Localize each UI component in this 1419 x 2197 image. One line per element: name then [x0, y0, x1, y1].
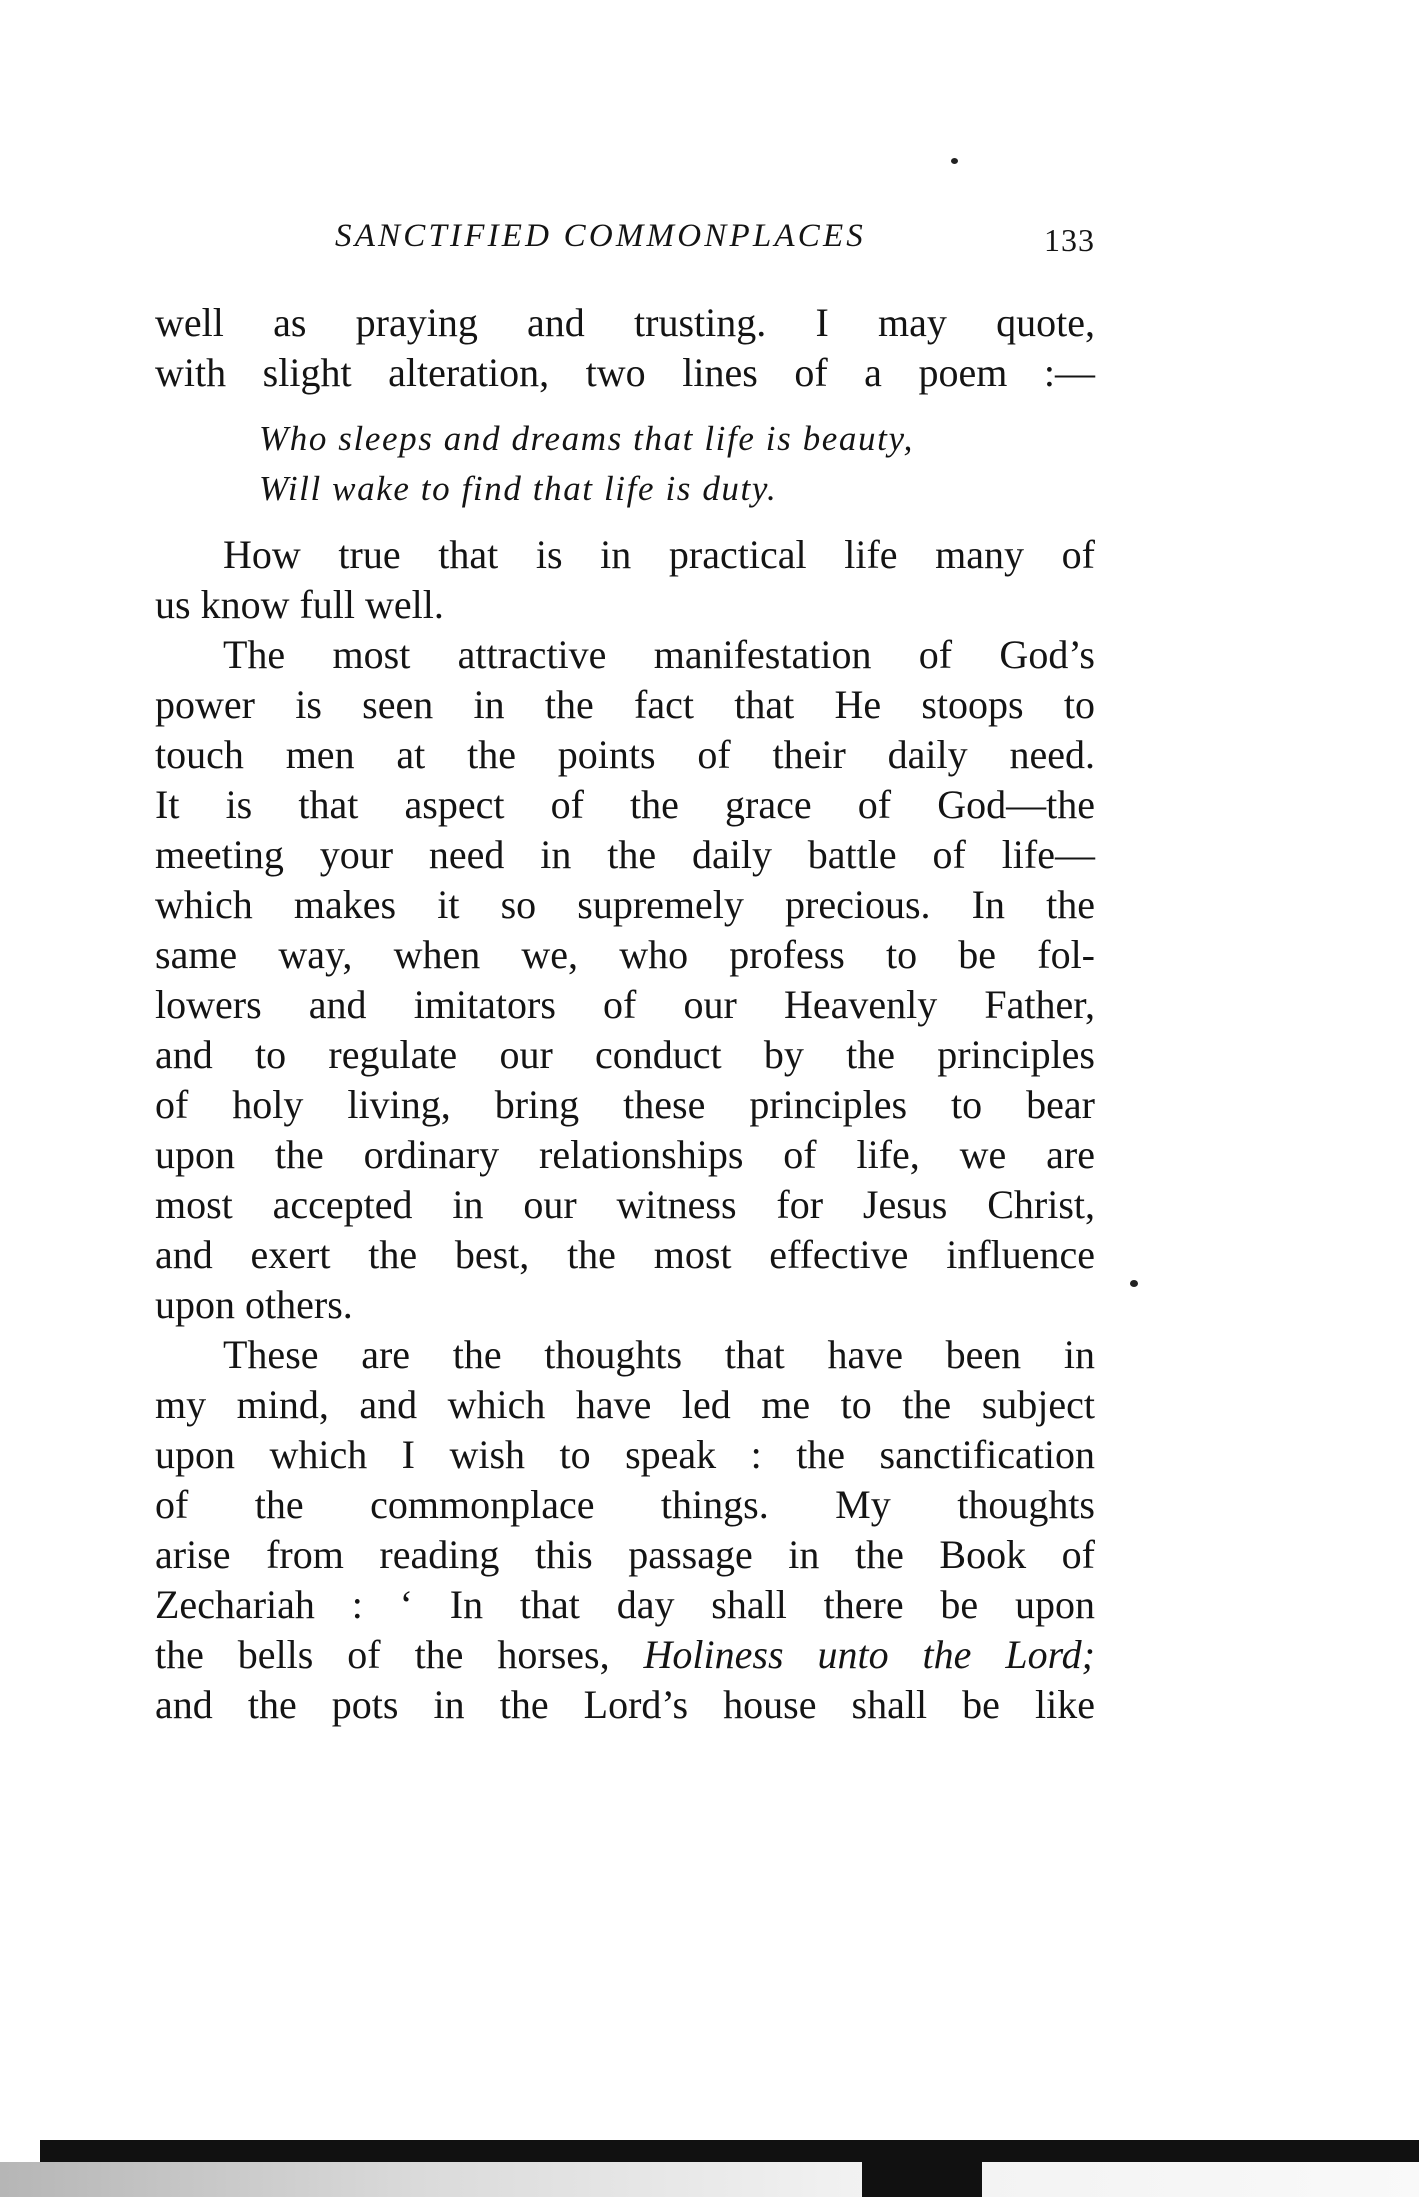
- poem-quote: [259, 414, 1095, 514]
- text-line-plain: the bells of the horses,: [155, 1632, 610, 1677]
- ink-speck: [1130, 1280, 1138, 1287]
- text-line: arise from reading this passage in the Book of: [155, 1532, 1095, 1577]
- text-line: These are the thoughts that have been in: [223, 1332, 1095, 1377]
- scan-edge-block: [862, 2162, 982, 2197]
- text-line: with slight alteration, two lines of a poem :—: [155, 350, 1095, 395]
- poem-line: Will wake to find that life is duty.: [259, 469, 778, 508]
- running-title: SANCTIFIED COMMONPLACES: [335, 218, 867, 254]
- poem-line: Who sleeps and dreams that life is beauty,: [259, 419, 915, 458]
- text-line: lowers and imitators of our Heavenly Father,: [155, 982, 1095, 1027]
- text-line: It is that aspect of the grace of God—the: [155, 782, 1095, 827]
- text-line: The most attractive manifestation of God’s: [223, 632, 1095, 677]
- text-line: upon which I wish to speak : the sanctification: [155, 1432, 1095, 1477]
- text-line: same way, when we, who profess to be fol-: [155, 932, 1095, 977]
- text-line: and to regulate our conduct by the principles: [155, 1032, 1095, 1077]
- text-line: How true that is in practical life many of: [223, 532, 1095, 577]
- text-line: [155, 1630, 1095, 1680]
- text-line: and the pots in the Lord’s house shall be like: [155, 1682, 1095, 1727]
- scan-edge-band: [40, 2140, 1419, 2162]
- text-line: and exert the best, the most effective influence: [155, 1232, 1095, 1277]
- text-line: most accepted in our witness for Jesus Christ,: [155, 1182, 1095, 1227]
- text-line: well as praying and trusting. I may quote,: [155, 300, 1095, 345]
- text-line: Zechariah : ‘ In that day shall there be upon: [155, 1582, 1095, 1627]
- text-line: upon others.: [155, 1282, 353, 1327]
- text-line: which makes it so supremely precious. In the: [155, 882, 1095, 927]
- text-line: of the commonplace things. My thoughts: [155, 1482, 1095, 1527]
- text-line: power is seen in the fact that He stoops to: [155, 682, 1095, 727]
- italic-phrase: Holiness unto the Lord;: [643, 1632, 1096, 1677]
- text-line: of holy living, bring these principles to bear: [155, 1082, 1095, 1127]
- body-text: [155, 298, 1095, 1730]
- text-line: us know full well.: [155, 582, 444, 627]
- text-line: meeting your need in the daily battle of life—: [155, 832, 1095, 877]
- page-number: 133: [1044, 222, 1095, 258]
- scan-edge-shadow: [0, 2162, 1419, 2197]
- text-line: touch men at the points of their daily need.: [155, 732, 1095, 777]
- ink-speck: [951, 158, 958, 164]
- page-header: [335, 218, 1095, 268]
- text-line: my mind, and which have led me to the subject: [155, 1382, 1095, 1427]
- text-line: upon the ordinary relationships of life, we are: [155, 1132, 1095, 1177]
